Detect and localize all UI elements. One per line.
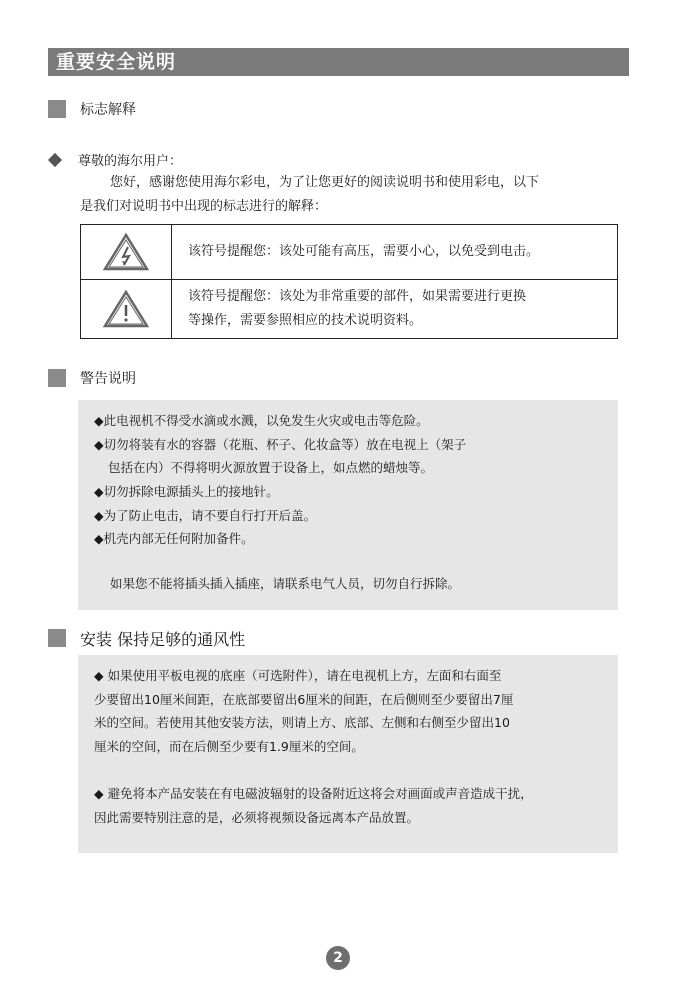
install-line: ◆ 如果使用平板电视的底座（可选附件），请在电视机上方，左面和右面至 <box>94 668 502 683</box>
warning-item: ◆机壳内部无任何附加备件。 <box>94 531 254 546</box>
symbol-icon-cell <box>81 225 172 280</box>
symbol-icon-cell <box>81 280 172 339</box>
warning-item: ◆切勿拆除电源插头上的接地针。 <box>94 484 279 499</box>
install-box <box>78 655 618 853</box>
symbol-row-high-voltage <box>81 225 618 280</box>
symbol-row-exclamation <box>81 280 618 339</box>
warning-item: ◆此电视机不得受水滴或水溅，以免发生火灾或电击等危险。 <box>94 413 429 428</box>
install-line: ◆ 避免将本产品安装在有电磁波辐射的设备附近这将会对画面或声音造成干扰， <box>94 786 533 801</box>
section-install-heading <box>48 628 245 648</box>
section-heading-text: 警告说明 <box>80 371 136 387</box>
symbol-desc-line: 等操作，需要参照相应的技术说明资料。 <box>188 313 423 328</box>
section-symbols-heading <box>48 99 136 119</box>
intro-line-2: 是我们对说明书中出现的标志进行的解释： <box>80 199 328 214</box>
section-square-icon <box>48 100 66 118</box>
install-line: 少要留出10厘米间距，在底部要留出6厘米的间距，在后侧则至少要留出7厘 <box>94 692 514 707</box>
warning-item: ◆切勿将装有水的容器（花瓶、杯子、化妆盒等）放在电视上（架子 <box>94 437 467 452</box>
page-number: 2 <box>326 946 350 970</box>
section-warning-heading <box>48 368 136 388</box>
warning-box <box>78 400 618 610</box>
symbol-desc-exclamation <box>172 280 618 339</box>
warning-item: ◆为了防止电击，请不要自行打开后盖。 <box>94 508 317 523</box>
greeting-line <box>50 150 182 169</box>
high-voltage-warning-icon <box>102 232 150 272</box>
page-title: 重要安全说明 <box>48 48 629 76</box>
section-heading-text: 安装 保持足够的通风性 <box>80 629 246 649</box>
install-line: 米的空间。若使用其他安装方法，则请上方、底部、左侧和右侧至少留出10 <box>94 715 510 730</box>
warning-item: 包括在内）不得将明火源放置于设备上，如点燃的蜡烛等。 <box>108 460 434 475</box>
symbol-desc-high-voltage: 该符号提醒您：该处可能有高压，需要小心，以免受到电击。 <box>172 225 618 280</box>
symbol-table <box>80 224 618 339</box>
install-line: 厘米的空间，而在后侧至少要有1.9厘米的空间。 <box>94 739 364 754</box>
install-line: 因此需要特别注意的是，必须将视频设备远离本产品放置。 <box>94 810 420 825</box>
section-square-icon <box>48 629 66 647</box>
intro-line-1: 您好，感谢您使用海尔彩电，为了让您更好的阅读说明书和使用彩电，以下 <box>110 175 540 190</box>
greeting-text: 尊敬的海尔用户： <box>78 154 183 169</box>
section-square-icon <box>48 369 66 387</box>
exclamation-warning-icon <box>102 289 150 329</box>
section-heading-text: 标志解释 <box>80 102 136 118</box>
warning-note: 如果您不能将插头插入插座，请联系电气人员，切勿自行拆除。 <box>110 576 461 591</box>
diamond-bullet-icon <box>48 152 62 166</box>
symbol-desc-line: 该符号提醒您：该处为非常重要的部件，如果需要进行更换 <box>188 289 527 304</box>
